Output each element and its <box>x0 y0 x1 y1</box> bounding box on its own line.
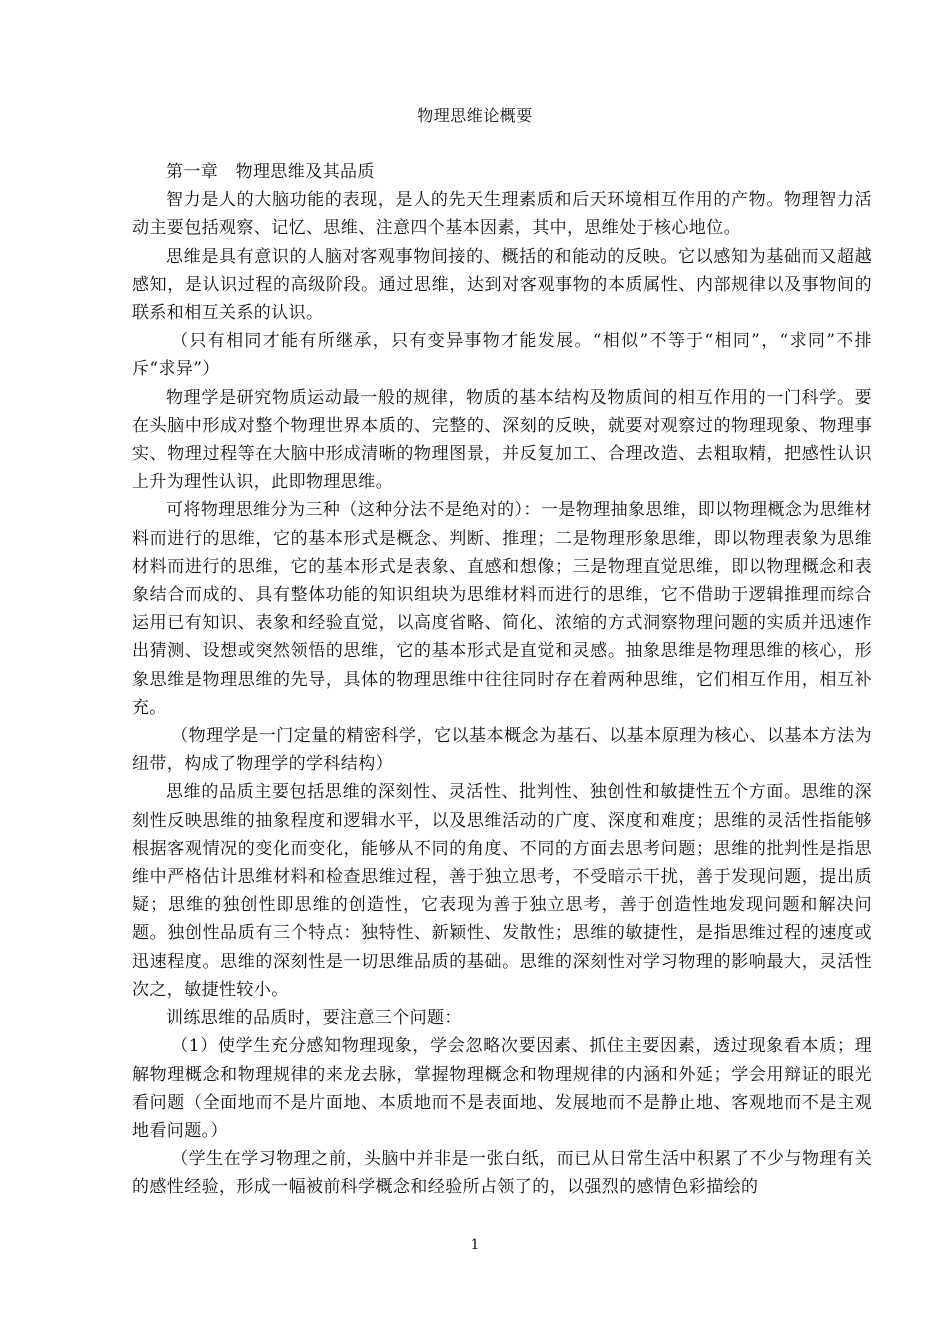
document-title: 物理思维论概要 <box>417 106 533 125</box>
document-body <box>132 158 872 1202</box>
paragraph: 智力是人的大脑功能的表现，是人的先天生理素质和后天环境相互作用的产物。物理智力活动主要包括观察、记忆、思维、注意四个基本因素，其中，思维处于核心地位。 <box>132 190 872 239</box>
paragraph: 思维的品质主要包括思维的深刻性、灵活性、批判性、独创性和敏捷性五个方面。思维的深刻性反映思维的抽象程度和逻辑水平，以及思维活动的广度、深度和难度；思维的灵活性指能够根据客观情况的变化而变化，能够从不同的角度、不同的方面去思考问题；思维的批判性是指思维中严格估计思维材料和检查思维过程，善于独立思考，不受暗示干扰，善于发现问题，提出质疑；思维的独创性即思维的创造性，它表现为善于独立思考，善于创造性地发现问题和解决问题。独创性品质有三个特点：独特性、新颖性、发散性；思维的敏捷性，是指思维过程的速度或迅速程度。思维的深刻性是一切思维品质的基础。思维的深刻性对学习物理的影响最大，灵活性次之，敏捷性较小。 <box>132 782 872 1000</box>
chapter-heading: 第一章 物理思维及其品质 <box>166 162 375 182</box>
paragraph: 可将物理思维分为三种（这种分法不是绝对的）：一是物理抽象思维，即以物理概念为思维材料而进行的思维，它的基本形式是概念、判断、推理；二是物理形象思维，即以物理表象为思维材料而进行的思维，它的基本形式是表象、直感和想像；三是物理直觉思维，即以物理概念和表象结合而成的、具有整体功能的知识组块为思维材料而进行的思维，它不借助于逻辑推理而综合运用已有知识、表象和经验直觉，以高度省略、简化、浓缩的方式洞察物理问题的实质并迅速作出猜测、设想或突然领悟的思维，它的基本形式是直觉和灵感。抽象思维是物理思维的核心，形象思维是物理思维的先导，具体的物理思维中往往同时存在着两种思维，它们相互作用，相互补充。 <box>132 500 872 718</box>
paragraph-numbered: （1）使学生充分感知物理现象，学会忽略次要因素、抓住主要因素，透过现象看本质；理解物理概念和物理规律的来龙去脉，掌握物理概念和物理规律的内涵和外延；学会用辩证的眼光看问题（全面地而不是片面地、本质地而不是表面地、发展地而不是静止地、客观地而不是主观地看问题。） <box>132 1036 872 1141</box>
paragraph-note: （只有相同才能有所继承，只有变异事物才能发展。“相似”不等于“相同”，“求同”不排斥“求异”） <box>132 331 872 380</box>
paragraph: 训练思维的品质时，要注意三个问题： <box>166 1008 462 1029</box>
paragraph-note: （学生在学习物理之前，头脑中并非是一张白纸，而已从日常生活中积累了不少与物理有关的感性经验，形成一幅被前科学概念和经验所占领了的，以强烈的感情色彩描绘的 <box>132 1149 872 1198</box>
paragraph: 物理学是研究物质运动最一般的规律，物质的基本结构及物质间的相互作用的一门科学。要在头脑中形成对整个物理世界本质的、完整的、深刻的反映，就要对观察过的物理现象、物理事实、物理过程等在大脑中形成清晰的物理图景，并反复加工、合理改造、去粗取精，把感性认识上升为理性认识，此即物理思维。 <box>132 387 872 493</box>
paragraph-note: （物理学是一门定量的精密科学，它以基本概念为基石、以基本原理为核心、以基本方法为纽带，构成了物理学的学科结构） <box>132 726 872 775</box>
page-number: 1 <box>470 1237 480 1253</box>
paragraph: 思维是具有意识的人脑对客观事物间接的、概括的和能动的反映。它以感知为基础而又超越感知，是认识过程的高级阶段。通过思维，达到对客观事物的本质属性、内部规律以及事物间的联系和相互关系的认识。 <box>132 246 872 324</box>
